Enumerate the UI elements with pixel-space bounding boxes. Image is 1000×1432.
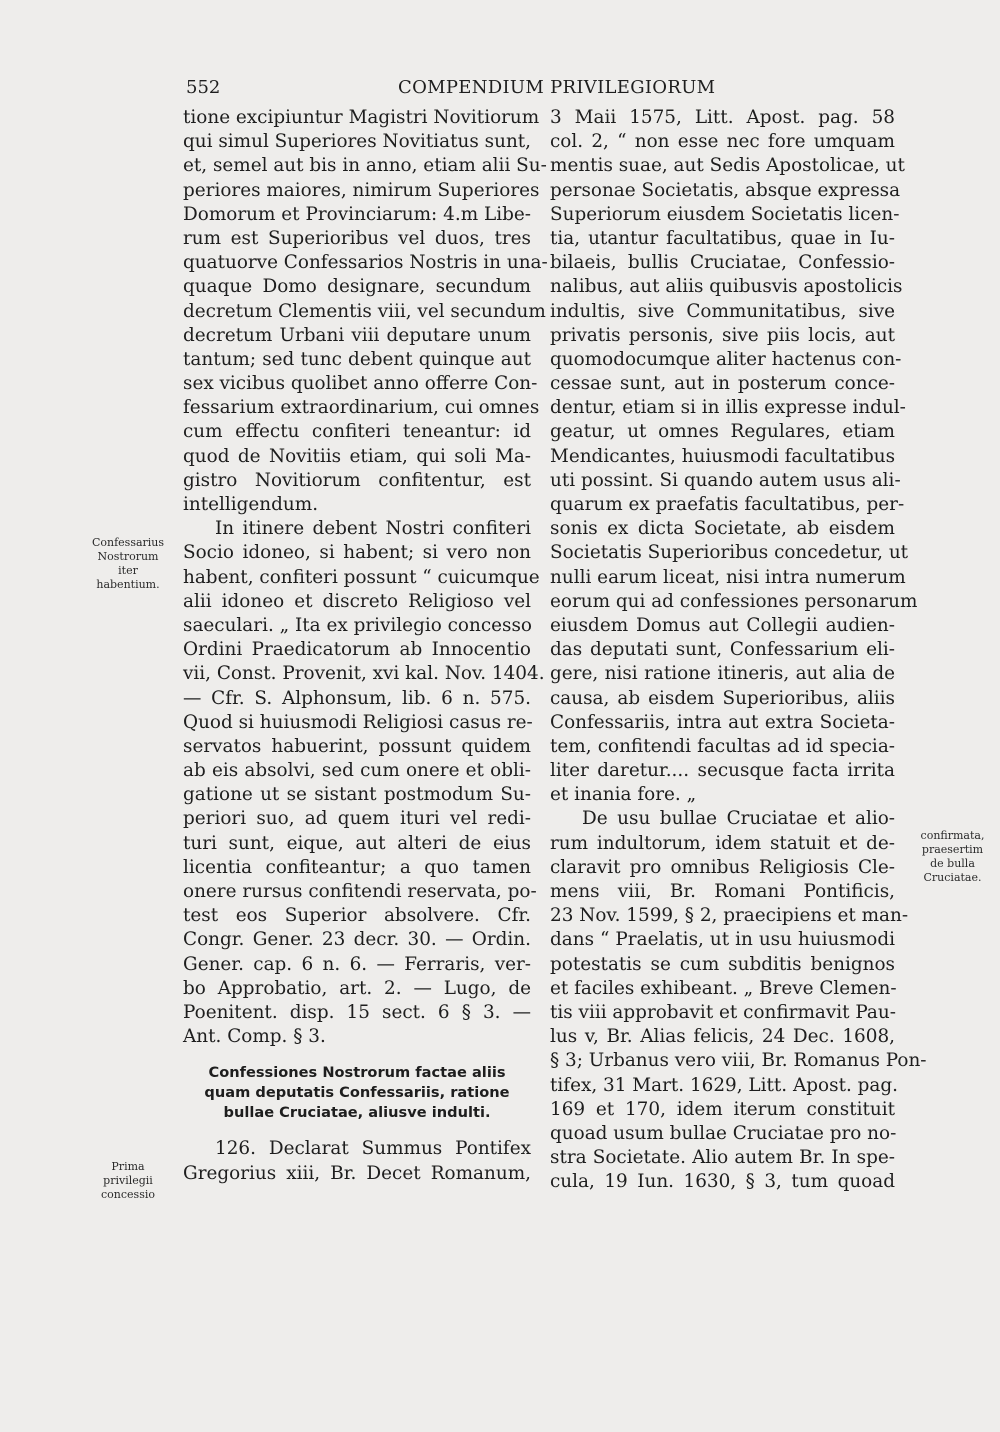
text-line: servatos habuerint, possunt quidem	[183, 735, 531, 757]
text-line: Ordini Praedicatorum ab Innocentio	[183, 639, 531, 661]
text-line: potestatis se cum subditis benignos	[550, 953, 895, 975]
text-line: nulli earum liceat, nisi intra numerum	[550, 566, 906, 588]
text-line: Superiorum eiusdem Societatis licen-	[550, 203, 900, 225]
text-line: cum effectu confiteri teneantur: id	[183, 421, 531, 443]
text-line: liter daretur.... secusque facta irrita	[550, 760, 895, 782]
text-line: De usu bullae Cruciatae et alio-	[582, 808, 895, 830]
text-line: bilaeis, bullis Cruciatae, Confessio-	[550, 252, 895, 274]
text-line: gere, nisi ratione itineris, aut alia de	[550, 663, 895, 685]
text-line: tione excipiuntur Magistri Novitiorum	[183, 107, 540, 128]
margin-note-line: confirmata,	[920, 829, 985, 842]
text-line: quaque Domo designare, secundum	[183, 276, 531, 298]
spacer	[183, 1123, 531, 1137]
text-line: lus v, Br. Alias felicis, 24 Dec. 1608,	[550, 1026, 895, 1048]
text-line: tis viii approbavit et confirmavit Pau-	[550, 1001, 896, 1023]
margin-note-line: iter	[118, 564, 138, 577]
text-line: rum est Superioribus vel duos, tres	[183, 227, 531, 249]
text-line: quarum ex praefatis facultatibus, per-	[550, 494, 905, 515]
text-line: quatuorve Confessarios Nostris in una-	[183, 252, 548, 274]
text-line: et, semel aut bis in anno, etiam alii Su-	[183, 155, 547, 177]
text-line: — Cfr. S. Alphonsum, lib. 6 n. 575.	[183, 687, 531, 709]
text-line: 126. Declarat Summus Pontifex	[215, 1138, 531, 1160]
spacer	[183, 1049, 531, 1063]
text-line: stra Societate. Alio autem Br. In spe-	[550, 1147, 895, 1169]
text-line: geatur, ut omnes Regulares, etiam	[550, 421, 895, 443]
running-title: COMPENDIUM PRIVILEGIORUM	[398, 77, 716, 98]
text-line: mens viii, Br. Romani Pontificis,	[550, 881, 895, 902]
text-line: qui simul Superiores Novitiatus sunt,	[183, 131, 532, 153]
margin-note-line: privilegii	[103, 1174, 153, 1187]
text-line: dans “ Praelatis, ut in usu huiusmodi	[550, 929, 895, 951]
text-line: onere rursus confitendi reservata, po-	[183, 881, 537, 902]
text-line: Gregorius xiii, Br. Decet Romanum,	[183, 1162, 531, 1184]
text-line: saeculari. „ Ita ex privilegio concesso	[183, 614, 532, 636]
text-line: gatione ut se sistant postmodum Su-	[183, 784, 531, 806]
margin-note-confessarius	[78, 536, 178, 592]
text-line: periores maiores, nimirum Superiores	[183, 179, 540, 201]
margin-note-line: habentium.	[96, 578, 160, 591]
text-line: turi sunt, eique, aut alteri de eius	[183, 832, 531, 854]
text-line: fessarium extraordinarium, cui omnes	[183, 397, 540, 419]
section-heading-line: bullae Cruciatae, aliusve indulti.	[223, 1104, 491, 1122]
text-line: dentur, etiam si in illis expresse indul-	[550, 397, 906, 419]
text-line: quod de Novitiis etiam, qui soli Ma-	[183, 445, 531, 467]
text-line: vii, Const. Provenit, xvi kal. Nov. 1404.	[183, 663, 545, 685]
text-line: Quod si huiusmodi Religiosi casus re-	[183, 711, 533, 733]
text-line: et faciles exhibeant. „ Breve Clemen-	[550, 977, 897, 999]
text-line: cula, 19 Iun. 1630, § 3, tum quoad	[550, 1171, 895, 1193]
text-line: habent, confiteri possunt “ cuicumque	[183, 566, 540, 588]
text-line: claravit pro omnibus Religiosis Cle-	[550, 856, 895, 878]
text-line: decretum Urbani viii deputare unum	[183, 324, 531, 346]
text-line: Confessariis, intra aut extra Societa-	[550, 711, 895, 733]
text-line: alii idoneo et discreto Religioso vel	[183, 590, 531, 612]
text-line: uti possint. Si quando autem usus ali-	[550, 469, 901, 491]
margin-note-line: Prima	[111, 1160, 145, 1173]
text-line: Poenitent. disp. 15 sect. 6 § 3. —	[183, 1001, 531, 1023]
text-line: personae Societatis, absque expressa	[550, 179, 901, 201]
margin-note-line: de bulla	[930, 857, 975, 870]
margin-note-confirmata	[910, 829, 995, 885]
right-column	[550, 106, 927, 1194]
text-line: tantum; sed tunc debent quinque aut	[183, 348, 531, 370]
text-line: § 3; Urbanus vero viii, Br. Romanus Pon-	[550, 1050, 927, 1072]
text-line: test eos Superior absolvere. Cfr.	[183, 905, 531, 927]
left-column	[183, 106, 548, 1186]
text-line: quomodocumque aliter hactenus con-	[550, 348, 902, 370]
text-line: eorum qui ad confessiones personarum	[550, 590, 918, 612]
text-line: rum indultorum, idem statuit et de-	[550, 832, 895, 854]
text-line: nalibus, aut aliis quibusvis apostolicis	[550, 276, 903, 298]
text-line: 23 Nov. 1599, § 2, praecipiens et man-	[550, 905, 909, 927]
margin-note-line: Confessarius	[91, 536, 165, 549]
text-line: col. 2, “ non esse nec fore umquam	[550, 131, 895, 153]
text-line: privatis personis, sive piis locis, aut	[550, 324, 895, 346]
text-line: decretum Clementis viii, vel secundum	[183, 300, 546, 322]
margin-note-line: concessio	[101, 1188, 155, 1201]
section-heading-line: Confessiones Nostrorum factae aliis	[208, 1064, 506, 1082]
text-line: 169 et 170, idem iterum constituit	[550, 1098, 895, 1120]
text-line: periori suo, ad quem ituri vel redi-	[183, 808, 531, 830]
text-line: In itinere debent Nostri confiteri	[215, 518, 531, 540]
text-line: sonis ex dicta Societate, ab eisdem	[550, 518, 895, 540]
text-line: tia, utantur facultatibus, quae in Iu-	[550, 227, 895, 249]
text-line: sex vicibus quolibet anno offerre Con-	[183, 373, 538, 395]
text-line: ab eis absolvi, sed cum onere et obli-	[183, 760, 531, 782]
text-line: licentia confiteantur; a quo tamen	[183, 856, 531, 878]
text-line: eiusdem Domus aut Collegii audien-	[550, 614, 895, 636]
text-line: das deputati sunt, Confessarium eli-	[550, 639, 895, 661]
text-line: Societatis Superioribus concedetur, ut	[550, 542, 909, 564]
text-line: Domorum et Provinciarum: 4.m Libe-	[183, 203, 531, 225]
text-line: tem, confitendi facultas ad id specia-	[550, 735, 895, 757]
text-line: tifex, 31 Mart. 1629, Litt. Apost. pag.	[550, 1074, 899, 1096]
text-line: gistro Novitiorum confitentur, est	[183, 469, 531, 491]
margin-note-prima-privilegii	[78, 1160, 178, 1202]
text-line: quoad usum bullae Cruciatae pro no-	[550, 1122, 897, 1144]
text-line: 3 Maii 1575, Litt. Apost. pag. 58	[550, 107, 895, 128]
text-line: Socio idoneo, si habent; si vero non	[183, 542, 531, 564]
text-line: cessae sunt, aut in posterum conce-	[550, 373, 895, 395]
text-line: causa, ab eisdem Superioribus, aliis	[550, 687, 895, 709]
text-line: intelligendum.	[183, 494, 319, 515]
text-line: bo Approbatio, art. 2. — Lugo, de	[183, 977, 531, 999]
section-heading-line: quam deputatis Confessariis, ratione	[204, 1084, 510, 1102]
text-line: Ant. Comp. § 3.	[183, 1026, 326, 1048]
text-line: Gener. cap. 6 n. 6. — Ferraris, ver-	[183, 953, 531, 975]
margin-note-line: Nostrorum	[97, 550, 159, 563]
text-line: et inania fore. „	[550, 784, 697, 806]
text-line: indultis, sive Communitatibus, sive	[550, 300, 895, 322]
text-line: mentis suae, aut Sedis Apostolicae, ut	[550, 155, 905, 177]
text-line: Mendicantes, huiusmodi facultatibus	[550, 445, 896, 467]
margin-note-line: praesertim	[921, 843, 984, 856]
margin-note-line: Cruciatae.	[923, 871, 982, 884]
page-number: 552	[186, 77, 221, 98]
text-line: Congr. Gener. 23 decr. 30. — Ordin.	[183, 929, 531, 951]
